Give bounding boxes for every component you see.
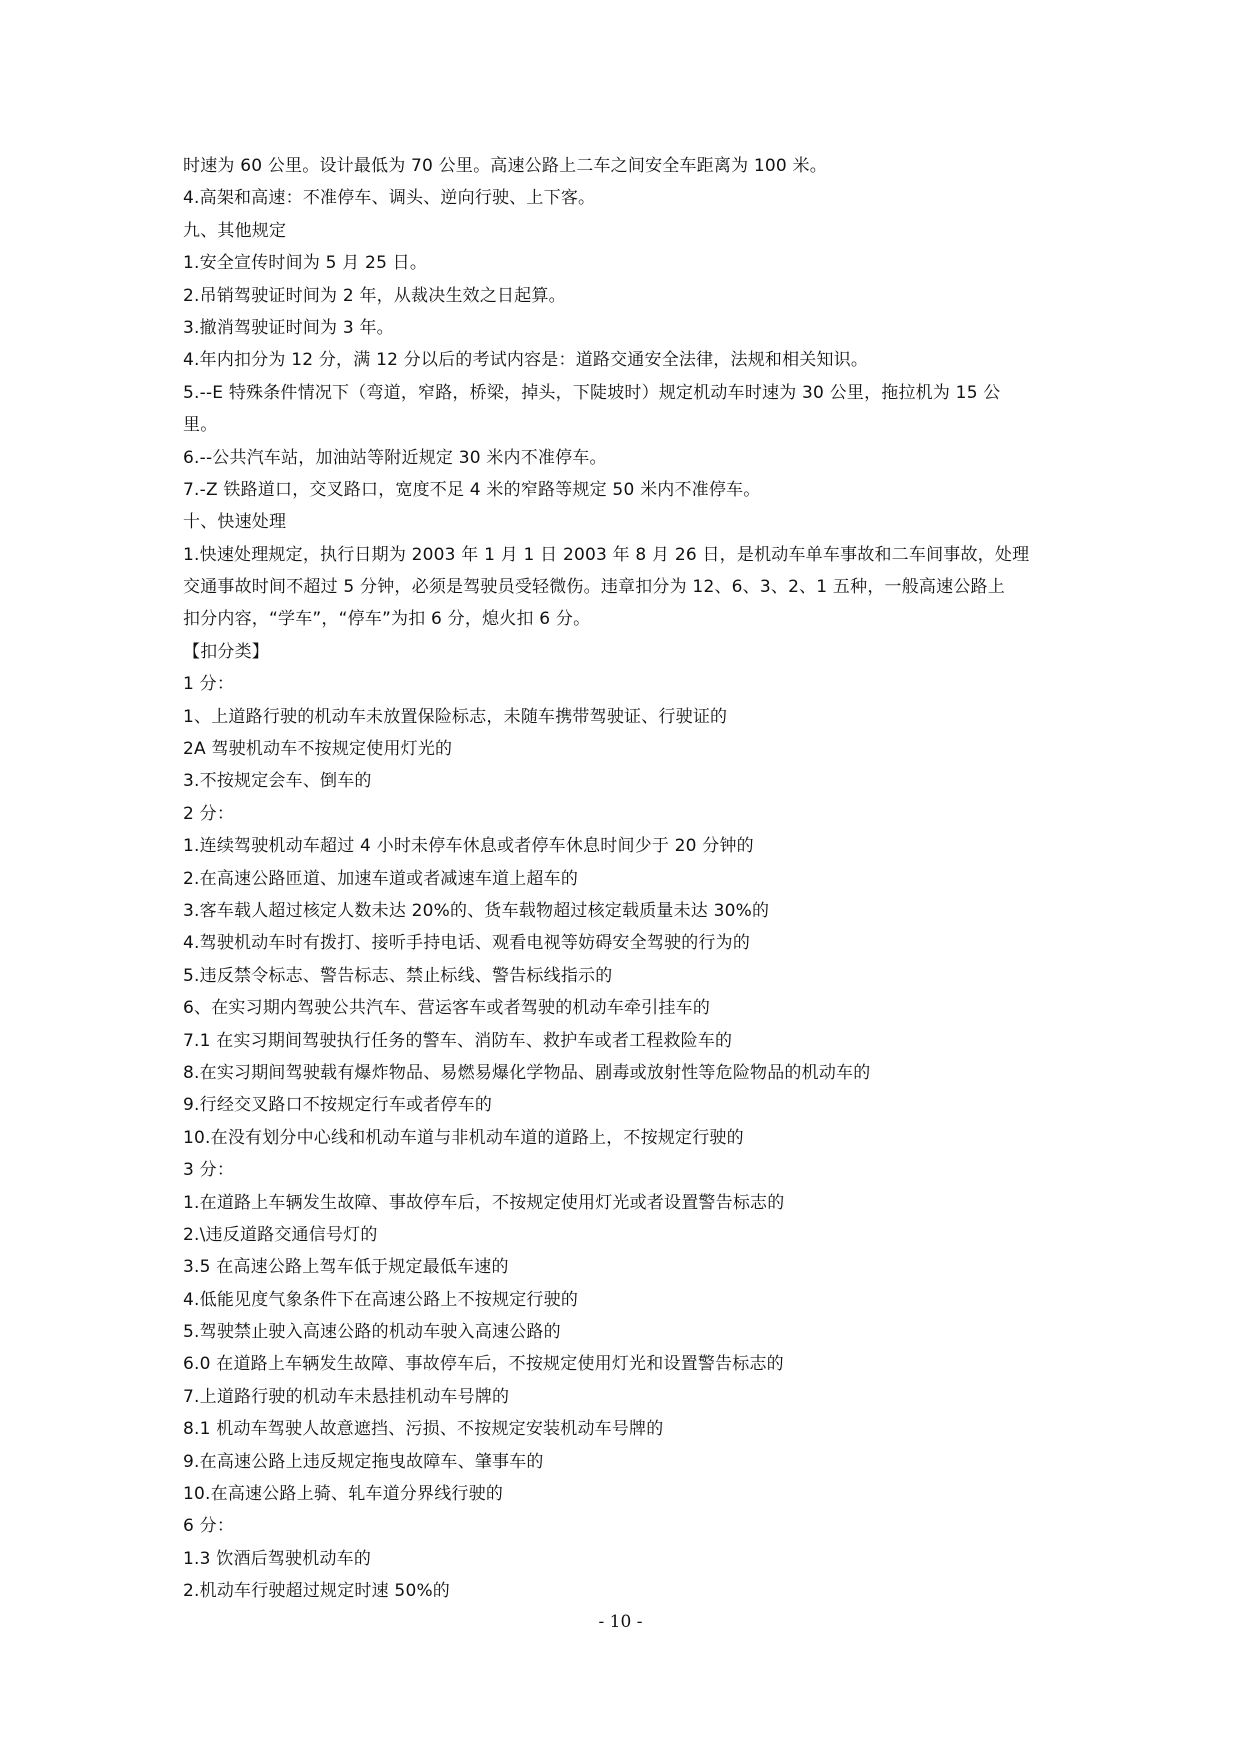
list-item: 9.行经交叉路口不按规定行车或者停车的 (183, 1095, 493, 1116)
list-item: 10.在没有划分中心线和机动车道与非机动车道的道路上，不按规定行驶的 (183, 1127, 744, 1148)
list-item: 8.在实习期间驾驶载有爆炸物品、易燃易爆化学物品、剧毒或放射性等危险物品的机动车的 (183, 1062, 871, 1083)
list-item: 1.3 饮酒后驾驶机动车的 (183, 1548, 372, 1569)
subsection-heading: 3 分： (183, 1160, 235, 1181)
section-heading: 九、其他规定 (183, 220, 287, 241)
list-item: 6.0 在道路上车辆发生故障、事故停车后，不按规定使用灯光和设置警告标志的 (183, 1354, 784, 1375)
list-item: 1.连续驾驶机动车超过 4 小时未停车休息或者停车休息时间少于 20 分钟的 (183, 836, 754, 857)
document-body (183, 150, 1063, 1608)
list-item: 2A 驾驶机动车不按规定使用灯光的 (183, 739, 453, 760)
list-item: 2.机动车行驶超过规定时速 50%的 (183, 1581, 451, 1602)
page-number: - 10 - (598, 1612, 643, 1632)
text-line: 4.高架和高速：不准停车、调头、逆向行驶、上下客。 (183, 188, 596, 209)
list-item: 3.5 在高速公路上驾车低于规定最低车速的 (183, 1257, 509, 1278)
list-item: 9.在高速公路上违反规定拖曳故障车、肇事车的 (183, 1451, 544, 1472)
list-item: 4.驾驶机动车时有拨打、接听手持电话、观看电视等妨碍安全驾驶的行为的 (183, 933, 751, 954)
text-line: 3.撤消驾驶证时间为 3 年。 (183, 317, 394, 338)
text-line: 扣分内容，“学车”，“停车”为扣 6 分，熄火扣 6 分。 (183, 609, 591, 630)
list-item: 6、在实习期内驾驶公共汽车、营运客车或者驾驶的机动车牵引挂车的 (183, 998, 711, 1019)
list-item: 10.在高速公路上骑、轧车道分界线行驶的 (183, 1484, 504, 1505)
list-item: 2.\违反道路交通信号灯的 (183, 1224, 378, 1245)
list-item: 1.在道路上车辆发生故障、事故停车后，不按规定使用灯光或者设置警告标志的 (183, 1192, 785, 1213)
text-line: 1.安全宣传时间为 5 月 25 日。 (183, 253, 428, 274)
section-heading: 十、快速处理 (183, 512, 287, 533)
list-item: 5.驾驶禁止驶入高速公路的机动车驶入高速公路的 (183, 1322, 561, 1343)
text-line: 时速为 60 公里。设计最低为 70 公里。高速公路上二车之间安全车距离为 100 米。 (183, 156, 827, 176)
text-line: 1.快速处理规定，执行日期为 2003 年 1 月 1 日 2003 年 8 月 26 日，是机动车单车事故和二车间事故，处理 (183, 544, 1030, 565)
list-item: 2.在高速公路匝道、加速车道或者减速车道上超车的 (183, 868, 579, 889)
subsection-heading: 6 分： (183, 1516, 235, 1537)
text-line: 4.年内扣分为 12 分，满 12 分以后的考试内容是：道路交通安全法律，法规和相关知识。 (183, 350, 869, 371)
list-item: 8.1 机动车驾驶人故意遮挡、污损、不按规定安装机动车号牌的 (183, 1419, 664, 1440)
text-line: 7.-Z 铁路道口，交叉路口，宽度不足 4 米的窄路等规定 50 米内不准停车。 (183, 479, 761, 500)
list-item: 5.违反禁令标志、警告标志、禁止标线、警告标线指示的 (183, 965, 613, 986)
list-item: 3.不按规定会车、倒车的 (183, 771, 372, 792)
text-line: 里。 (183, 415, 218, 436)
list-item: 7.上道路行驶的机动车未悬挂机动车号牌的 (183, 1386, 510, 1407)
subsection-heading: 1 分： (183, 674, 235, 695)
text-line: 5.--E 特殊条件情况下（弯道，窄路，桥梁，掉头，下陡坡时）规定机动车时速为 30 公里，拖拉机为 15 公 (183, 382, 1001, 403)
text-line: 2.吊销驾驶证时间为 2 年，从裁决生效之日起算。 (183, 285, 566, 306)
list-item: 1、上道路行驶的机动车未放置保险标志，未随车携带驾驶证、行驶证的 (183, 706, 728, 727)
list-item: 3.客车载人超过核定人数未达 20%的、货车载物超过核定载质量未达 30%的 (183, 900, 770, 921)
section-heading: 【扣分类】 (183, 641, 269, 662)
list-item: 4.低能见度气象条件下在高速公路上不按规定行驶的 (183, 1289, 579, 1310)
subsection-heading: 2 分： (183, 803, 235, 824)
text-line: 6.--公共汽车站，加油站等附近规定 30 米内不准停车。 (183, 447, 607, 468)
list-item: 7.1 在实习期间驾驶执行任务的警车、消防车、救护车或者工程救险车的 (183, 1030, 733, 1051)
text-line: 交通事故时间不超过 5 分钟，必须是驾驶员受轻微伤。违章扣分为 12、6、3、2、1 五种，一般高速公路上 (183, 577, 1005, 598)
